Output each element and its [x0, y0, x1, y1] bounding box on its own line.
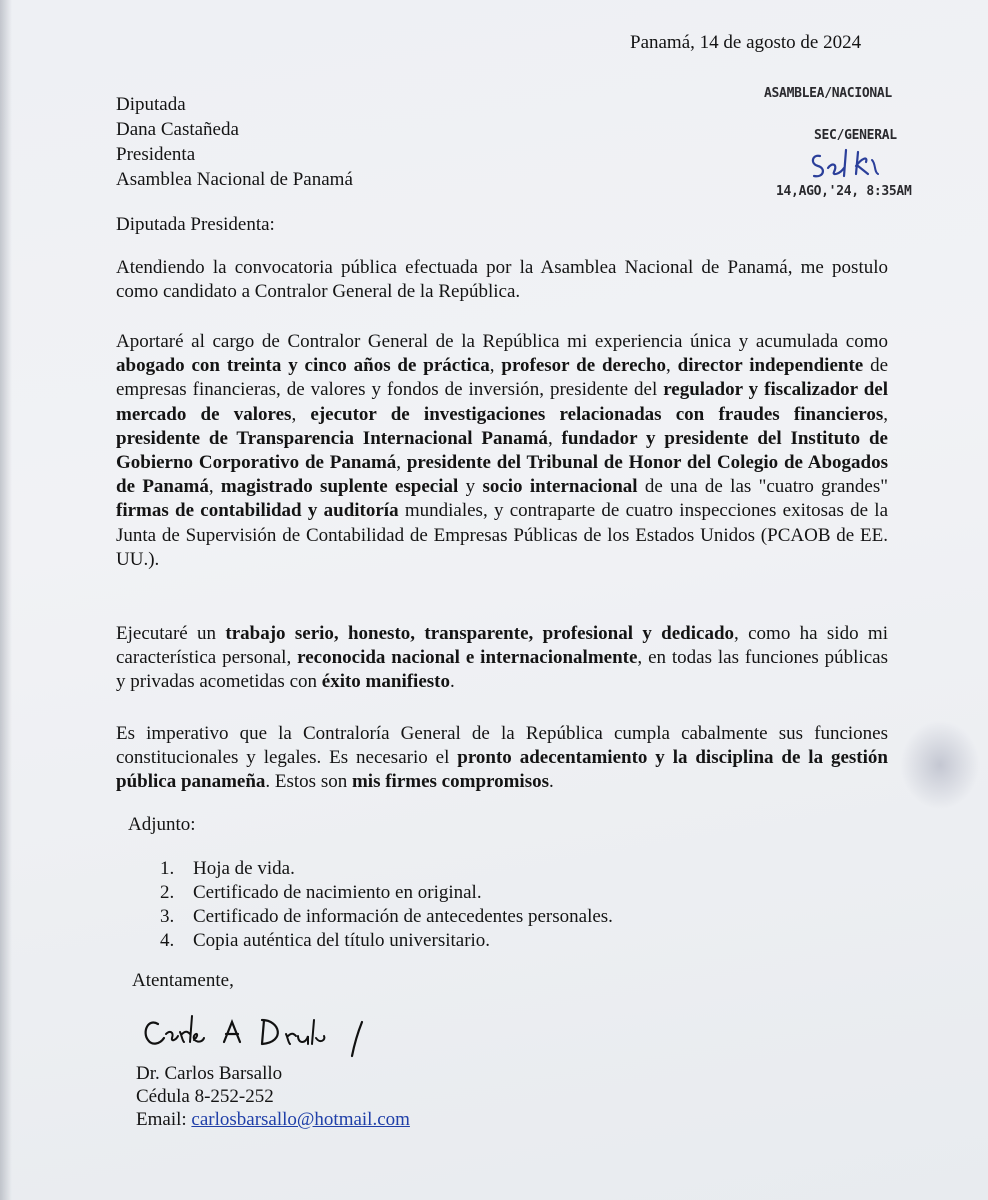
email-link[interactable]: carlosbarsallo@hotmail.com [191, 1109, 410, 1130]
bold-phrase: socio internacional [482, 476, 638, 498]
stamp-line-timestamp: 14,AGO,'24, 8:35AM [776, 184, 912, 199]
attachment-item [160, 857, 613, 881]
attachment-number: 4. [160, 930, 175, 951]
email-label: Email: [136, 1109, 192, 1130]
bold-phrase: magistrado suplente especial [220, 476, 459, 498]
bold-phrase: profesor de derecho [501, 355, 667, 377]
page-shadow [0, 0, 12, 1200]
attachment-item [160, 929, 613, 953]
paragraph-experience [116, 330, 888, 572]
ink-smudge [900, 720, 980, 810]
text-run: Aportaré al cargo de Contralor General de la República mi experiencia única y acumulada como [116, 331, 888, 352]
text-run: . Estos son [265, 771, 352, 793]
bold-phrase: presidente de Transparencia Internacional Panamá [116, 427, 548, 449]
attachment-number: 2. [160, 882, 175, 903]
attachment-item [160, 881, 613, 905]
attachment-text: Copia auténtica del título universitario. [193, 930, 491, 951]
attachment-number: 1. [160, 858, 175, 879]
addressee-line: Asamblea Nacional de Panamá [116, 169, 353, 190]
paragraph-intro: Atendiendo la convocatoria pública efectuada por la Asamblea Nacional de Panamá, me postulo como candidato a Contralor General de la República. [116, 257, 888, 303]
signatory-cedula: Cédula 8-252-252 [136, 1086, 274, 1107]
bold-phrase: abogado con treinta y cinco años de práctica [116, 355, 490, 377]
attachment-item [160, 905, 613, 929]
bold-phrase: presidente del Tribunal de Honor del Colegio de Abogados de Panamá [116, 452, 889, 498]
text-run: Es imperativo que la Contraloría General de la República cumpla cabalmente sus funciones constitucionales y legales. Es necesario el [116, 723, 888, 769]
letter-date: Panamá, 14 de agosto de 2024 [630, 32, 862, 53]
addressee-line: Presidenta [116, 144, 196, 165]
stamp-line-institution: ASAMBLEA/NACIONAL [764, 86, 892, 101]
signatory-email-line [136, 1108, 410, 1131]
bold-phrase: regulador y fiscalizador del mercado de valores [116, 379, 888, 425]
signature-block [136, 1062, 410, 1131]
text-run: mundiales, y contraparte de cuatro inspecciones exitosas de la Junta de Supervisión de Contabilidad de Empresas Públicas de los Estados Unidos (PCAOB de EE. UU.). [116, 500, 888, 570]
text-run: , en todas las funciones públicas y privadas acometidas con [116, 647, 888, 693]
paragraph-imperative [116, 722, 888, 795]
text-run: , [489, 355, 502, 377]
text-run: de una de las "cuatro grandes" [637, 476, 888, 498]
bold-phrase: firmas de contabilidad y auditoría [116, 500, 399, 522]
paragraph-commitment [116, 622, 888, 695]
text-run: , como ha sido mi característica personal, [116, 623, 888, 669]
addressee-line: Diputada [116, 94, 186, 115]
addressee-block [116, 92, 353, 192]
bold-phrase: fundador y presidente del Instituto de Gobierno Corporativo de Panamá [116, 427, 888, 474]
attachment-text: Hoja de vida. [193, 858, 295, 879]
bold-phrase: ejecutor de investigaciones relacionadas con fraudes financieros [310, 403, 884, 425]
attachment-text: Certificado de nacimiento en original. [193, 882, 482, 903]
text-run: . [450, 671, 455, 693]
text-run: Ejecutaré un [116, 623, 226, 644]
closing: Atentamente, [132, 970, 234, 991]
bold-phrase: mis firmes compromisos [351, 771, 549, 793]
bold-phrase: reconocida nacional e internacionalmente [297, 647, 638, 669]
bold-phrase: éxito manifiesto [321, 671, 450, 693]
text-run: , [547, 427, 562, 449]
salutation: Diputada Presidenta: [116, 214, 275, 235]
bold-phrase: pronto adecentamiento y la disciplina de la gestión pública panameña [116, 747, 888, 793]
attachment-text: Certificado de información de antecedentes personales. [193, 906, 613, 927]
text-run: , [396, 452, 407, 474]
attachment-number: 3. [160, 906, 175, 927]
bold-phrase: trabajo serio, honesto, transparente, profesional y dedicado [225, 623, 735, 644]
text-run: , [291, 403, 311, 425]
text-run: , [666, 355, 678, 377]
attachments-list [160, 857, 613, 953]
handwritten-signature [140, 1010, 380, 1060]
text-run: de empresas financieras, de valores y fondos de inversión, presidente del [116, 355, 889, 401]
stamp-initials-signature [806, 144, 886, 184]
attachments-label: Adjunto: [128, 814, 196, 835]
bold-phrase: director independiente [677, 355, 864, 377]
text-run: , [208, 476, 221, 498]
text-run: , [883, 403, 888, 425]
text-run: . [549, 771, 554, 793]
signatory-name: Dr. Carlos Barsallo [136, 1063, 283, 1084]
addressee-line: Dana Castañeda [116, 119, 239, 140]
stamp-line-office: SEC/GENERAL [814, 128, 897, 143]
text-run: y [458, 476, 483, 498]
